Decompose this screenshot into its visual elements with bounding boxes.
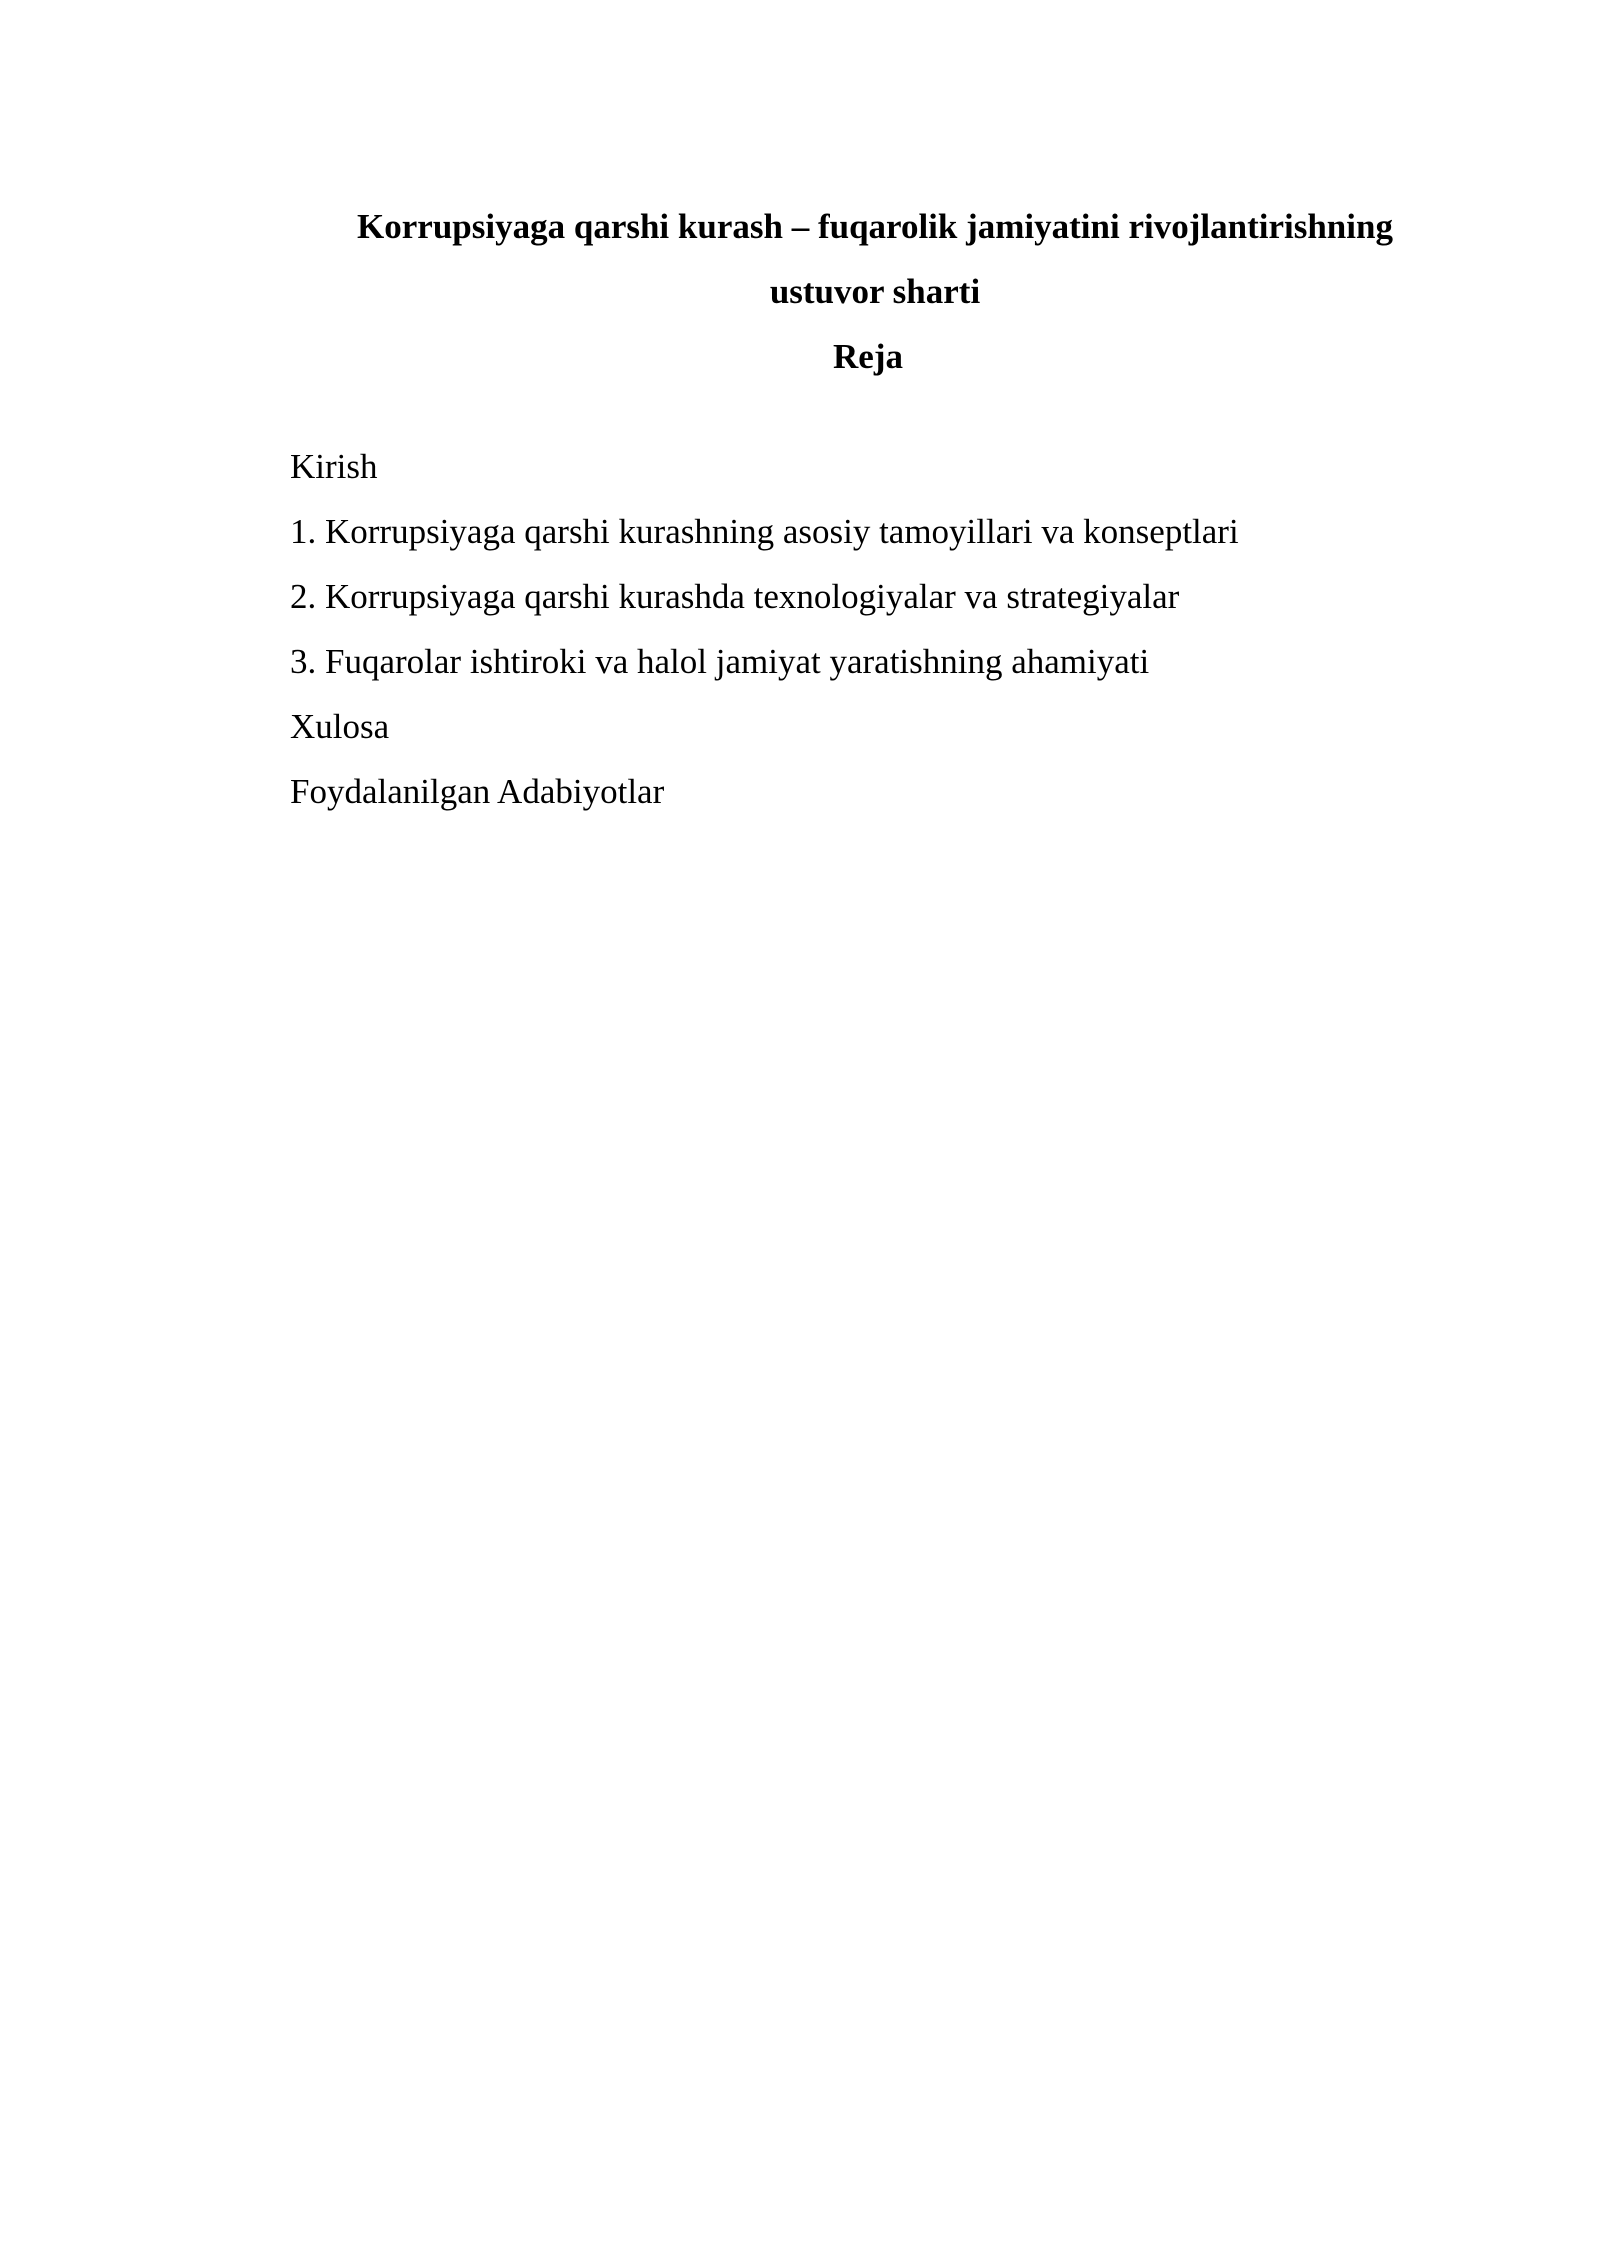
plan-item-3: 3. Fuqarolar ishtiroki va halol jamiyat yaratishning ahamiyati (290, 642, 1150, 681)
plan-item-conclusion: Xulosa (290, 707, 390, 746)
plan-item-2: 2. Korrupsiyaga qarshi kurashda texnologiyalar va strategiyalar (290, 577, 1180, 616)
plan-item-1: 1. Korrupsiyaga qarshi kurashning asosiy tamoyillari va konseptlari (290, 512, 1239, 551)
plan-list (290, 434, 1460, 824)
title-block (290, 194, 1460, 389)
document-title-line-1: Korrupsiyaga qarshi kurash – fuqarolik jamiyatini rivojlantirishning (357, 207, 1393, 246)
document-title-line-2: ustuvor sharti (769, 272, 981, 311)
plan-item-introduction: Kirish (290, 447, 378, 486)
plan-heading: Reja (833, 337, 903, 376)
plan-item-references: Foydalanilgan Adabiyotlar (290, 772, 665, 811)
